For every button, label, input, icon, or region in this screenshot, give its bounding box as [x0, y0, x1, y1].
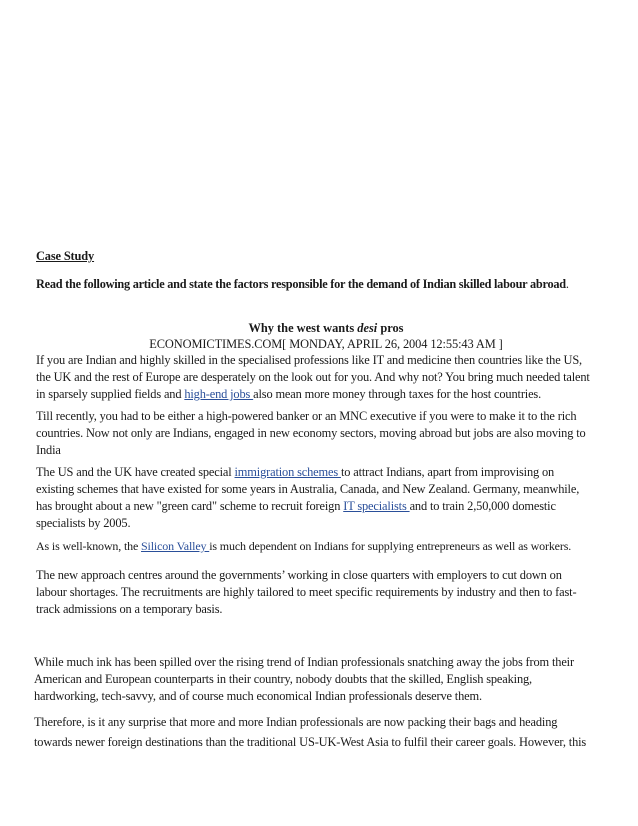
paragraph-line: The new approach centres around the governments’ working in close quarters with employers to cut down on: [36, 568, 562, 582]
immigration-schemes-link[interactable]: immigration schemes: [234, 465, 341, 479]
paragraph-line: existing schemes that have existed for some years in Australia, Canada, and New Zealand. Germany, meanwhile,: [36, 482, 580, 496]
instruction-period: .: [565, 277, 569, 291]
paragraph-text: is much dependent on Indians for supplying entrepreneurs as well as workers.: [209, 539, 572, 553]
high-end-jobs-link[interactable]: high-end jobs: [184, 387, 254, 401]
article-paragraph-6: [34, 654, 616, 705]
paragraph-line: track admissions on a temporary basis.: [36, 602, 223, 616]
paragraph-line: the UK and the rest of Europe are desperately on the look out for you. And why not? You bring much needed talent: [36, 370, 590, 384]
paragraph-line: While much ink has been spilled over the rising trend of Indian professionals snatching away the jobs from their: [34, 655, 574, 669]
headline-text-after: pros: [377, 321, 404, 335]
article-paragraph-3: [36, 464, 614, 532]
paragraph-line: American and European counterparts in their country, nobody doubts that the skilled, English speaking,: [34, 672, 532, 686]
article-paragraph-5: [36, 567, 614, 618]
paragraph-line: labour shortages. The recruitments are highly tailored to meet specific requirements by industry and then to fast-: [36, 585, 577, 599]
paragraph-line: [36, 498, 614, 515]
headline-text-before: Why the west wants: [248, 321, 358, 335]
paragraph-line: towards newer foreign destinations than the traditional US-UK-West Asia to fulfil their career goals. However, this: [34, 735, 587, 749]
case-study-instruction: [36, 276, 614, 293]
article-paragraph-7: [34, 712, 616, 752]
paragraph-line: hardworking, tech-savvy, and of course much economical Indian professionals deserve them.: [34, 689, 482, 703]
paragraph-line: Therefore, is it any surprise that more and more Indian professionals are now packing their bags and heading: [34, 715, 558, 729]
article-paragraph-2: [36, 408, 614, 459]
paragraph-text: has brought about a new "green card" scheme to recruit foreign: [36, 499, 344, 513]
it-specialists-link[interactable]: IT specialists: [343, 499, 410, 513]
paragraph-text: also mean more money through taxes for the host countries.: [253, 387, 542, 401]
article-headline: [0, 320, 638, 337]
headline-emphasis: desi: [357, 321, 378, 335]
paragraph-text: to attract Indians, apart from improvising on: [340, 465, 555, 479]
paragraph-line: [36, 464, 614, 481]
article-source-dateline: ECONOMICTIMES.COM[ MONDAY, APRIL 26, 2004 12:55:43 AM ]: [149, 337, 503, 351]
paragraph-line: If you are Indian and highly skilled in the specialised professions like IT and medicine then countries like the US,: [36, 353, 583, 367]
paragraph-line: India: [36, 443, 61, 457]
paragraph-line: countries. Now not only are Indians, engaged in new economy sectors, moving abroad but jobs are also moving to: [36, 426, 586, 440]
paragraph-line: Till recently, you had to be either a high-powered banker or an MNC executive if you were to make it to the rich: [36, 409, 577, 423]
paragraph-line: [36, 386, 614, 403]
paragraph-text: The US and the UK have created special: [36, 465, 235, 479]
case-study-title: Case Study: [36, 249, 95, 263]
article-paragraph-4: [36, 538, 614, 555]
instruction-text: Read the following article and state the factors responsible for the demand of Indian skilled labour abroad: [36, 277, 566, 291]
paragraph-text: and to train 2,50,000 domestic: [409, 499, 556, 513]
paragraph-text: in sparsely supplied fields and: [36, 387, 185, 401]
article-paragraph-1: [36, 352, 614, 403]
paragraph-line: specialists by 2005.: [36, 516, 131, 530]
silicon-valley-link[interactable]: Silicon Valley: [141, 539, 210, 553]
paragraph-text: As is well-known, the: [36, 539, 142, 553]
